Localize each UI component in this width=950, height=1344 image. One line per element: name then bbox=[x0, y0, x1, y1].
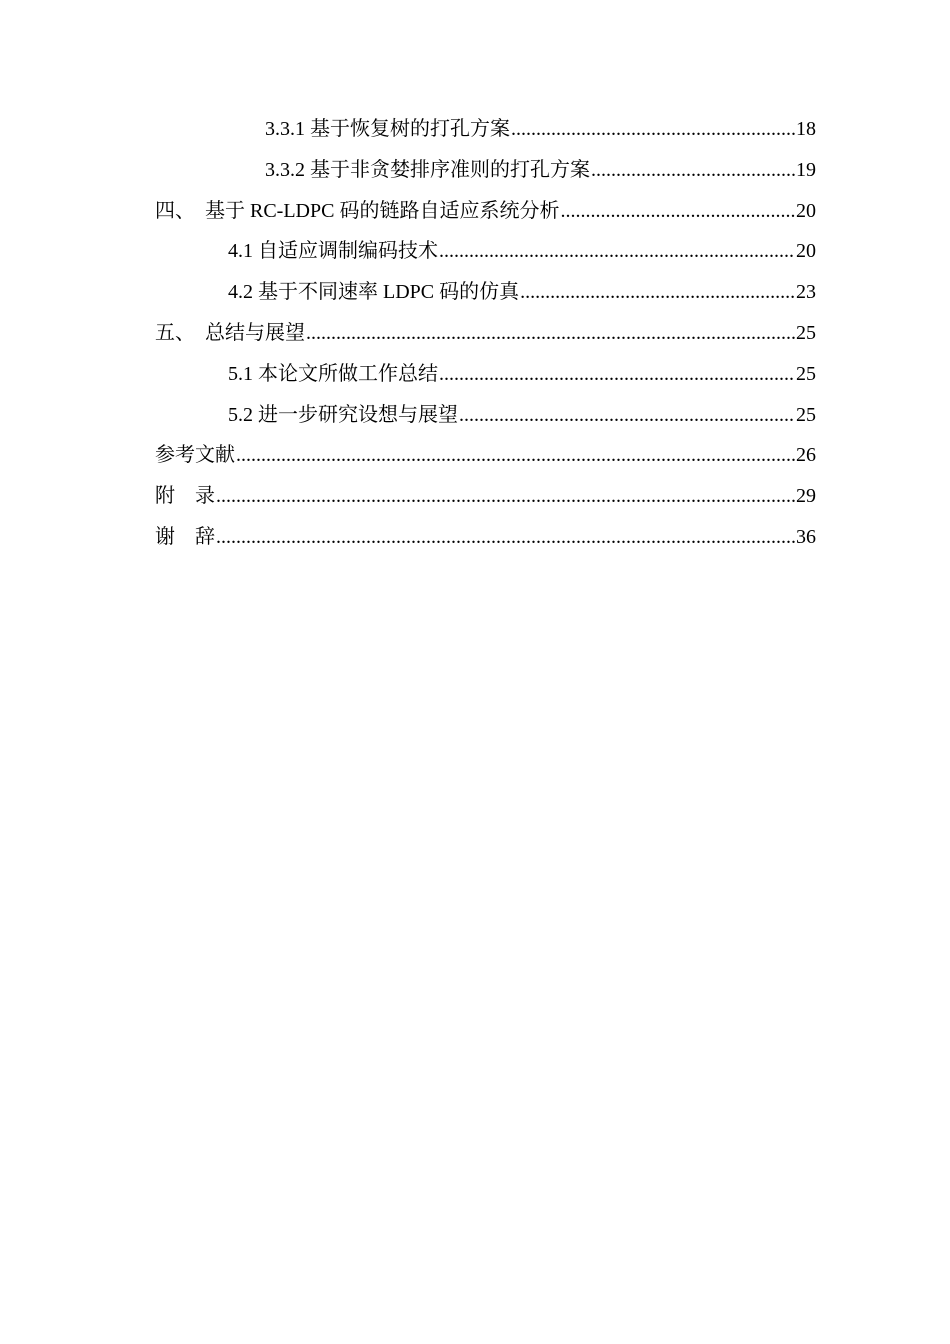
toc-entry-acknowledgements[interactable] bbox=[0, 517, 950, 558]
toc-entry-title: 4.2 基于不同速率 LDPC 码的仿真 bbox=[228, 281, 520, 304]
toc-entry-title: 附 录 bbox=[155, 485, 215, 508]
toc-dot-leader bbox=[511, 109, 795, 150]
toc-dot-leader bbox=[439, 231, 795, 272]
toc-chapter-number: 四、 bbox=[155, 199, 195, 222]
toc-dot-leader bbox=[216, 476, 795, 517]
toc-entry-title: 3.3.1 基于恢复树的打孔方案 bbox=[265, 118, 510, 140]
toc-entry-title: 基于 RC-LDPC 码的链路自适应系统分析 bbox=[205, 199, 560, 222]
toc-entry-title: 3.3.2 基于非贪婪排序准则的打孔方案 bbox=[265, 158, 590, 181]
toc-page-number: 29 bbox=[796, 485, 816, 508]
toc-page-number: 19 bbox=[796, 158, 816, 181]
toc-page-number: 20 bbox=[796, 199, 816, 222]
table-of-contents bbox=[0, 109, 950, 558]
toc-entry-appendix[interactable] bbox=[0, 476, 950, 517]
toc-entry-5-1[interactable] bbox=[0, 354, 950, 395]
toc-page-number: 26 bbox=[796, 444, 816, 467]
toc-page-number: 20 bbox=[796, 240, 816, 263]
toc-page-number: 18 bbox=[796, 118, 816, 140]
toc-dot-leader bbox=[520, 272, 795, 313]
toc-entry-4-2[interactable] bbox=[0, 272, 950, 313]
toc-dot-leader bbox=[236, 435, 795, 476]
toc-entry-chapter-4[interactable] bbox=[0, 191, 950, 232]
toc-entry-title: 谢 辞 bbox=[155, 525, 215, 548]
toc-entry-3-3-1[interactable] bbox=[0, 109, 950, 150]
toc-chapter-number: 五、 bbox=[155, 321, 195, 344]
toc-dot-leader bbox=[306, 313, 795, 354]
toc-entry-title: 参考文献 bbox=[155, 444, 235, 467]
toc-entry-references[interactable] bbox=[0, 435, 950, 476]
toc-dot-leader bbox=[560, 191, 795, 232]
toc-entry-title: 总结与展望 bbox=[205, 321, 305, 344]
toc-page-number: 23 bbox=[796, 281, 816, 304]
toc-dot-leader bbox=[216, 517, 795, 558]
toc-entry-title: 5.1 本论文所做工作总结 bbox=[228, 362, 438, 385]
toc-dot-leader bbox=[439, 354, 795, 395]
toc-entry-title: 4.1 自适应调制编码技术 bbox=[228, 240, 438, 263]
toc-page-number: 25 bbox=[796, 362, 816, 385]
toc-entry-4-1[interactable] bbox=[0, 231, 950, 272]
toc-entry-3-3-2[interactable] bbox=[0, 150, 950, 191]
toc-entry-title: 5.2 进一步研究设想与展望 bbox=[228, 403, 458, 426]
toc-page-number: 36 bbox=[796, 525, 816, 548]
toc-page-number: 25 bbox=[796, 321, 816, 344]
toc-dot-leader bbox=[459, 395, 795, 436]
toc-entry-5-2[interactable] bbox=[0, 395, 950, 436]
toc-page-number: 25 bbox=[796, 403, 816, 426]
toc-entry-chapter-5[interactable] bbox=[0, 313, 950, 354]
toc-dot-leader bbox=[591, 150, 795, 191]
